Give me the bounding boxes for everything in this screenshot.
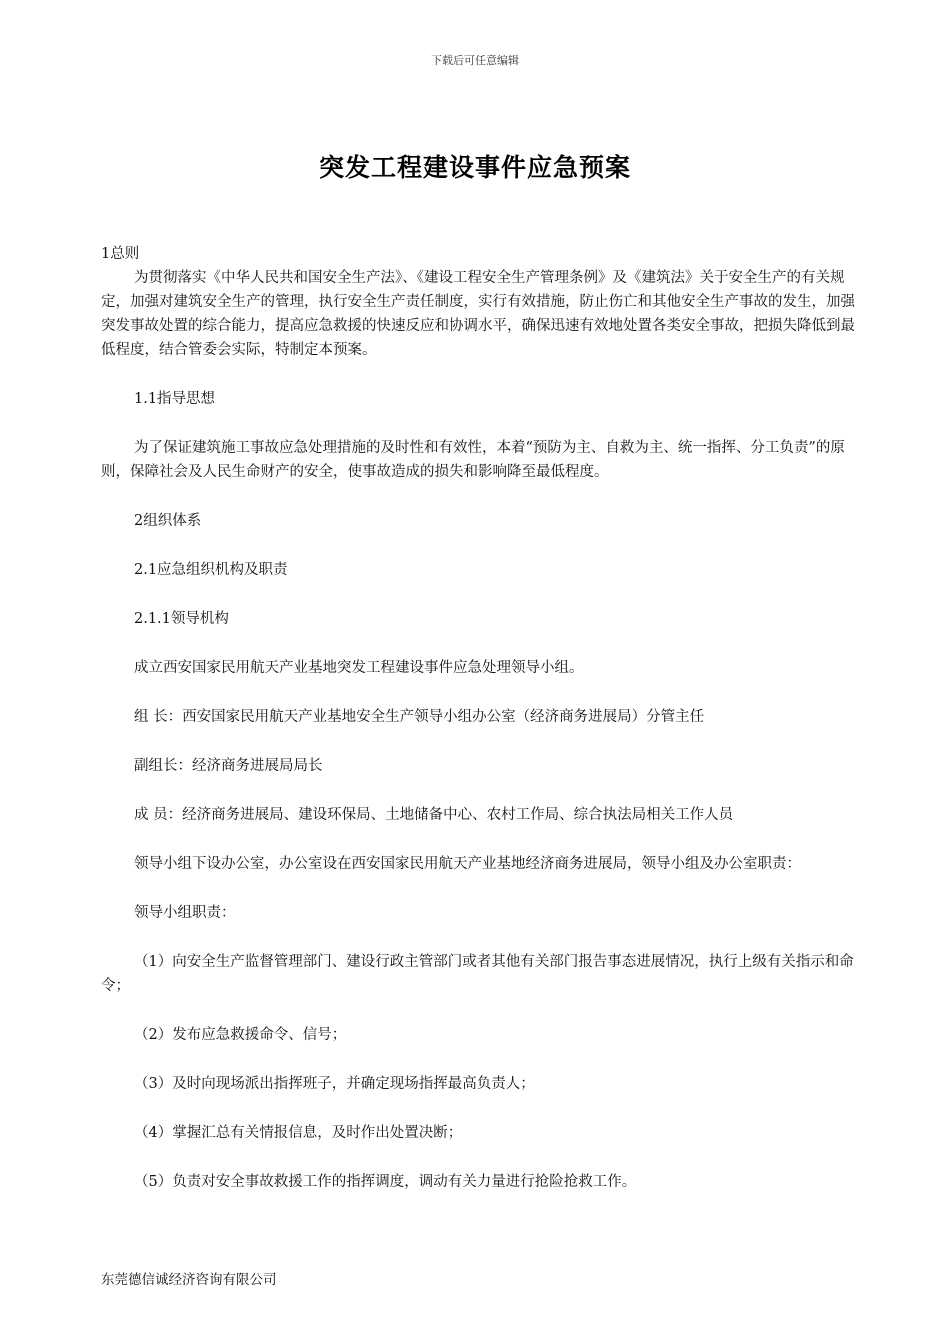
paragraph-deputy-leader: 副组长：经济商务进展局局长: [134, 758, 323, 774]
paragraph-guiding-ideology: 为了保证建筑施工事故应急处理措施的及时性和有效性，本着“预防为主、自救为主、统一指挥、分工负责”的原则，保障社会及人民生命财产的安全，使事故造成的损失和影响降至最低程度。: [101, 440, 845, 480]
document-title: 突发工程建设事件应急预案: [318, 153, 631, 182]
paragraph-group-leader: 组 长：西安国家民用航天产业基地安全生产领导小组办公室（经济商务进展局）分管主任: [134, 709, 705, 725]
paragraph-leadership-group: 成立西安国家民用航天产业基地突发工程建设事件应急处理领导小组。: [134, 660, 584, 676]
section-heading-leadership: 2.1.1领导机构: [134, 611, 229, 627]
paragraph-office: 领导小组下设办公室，办公室设在西安国家民用航天产业基地经济商务进展局，领导小组及办公室职责：: [134, 856, 801, 872]
section-heading-general: 1总则: [101, 246, 140, 262]
footer-company: 东莞德信诚经济咨询有限公司: [101, 1272, 277, 1288]
section-heading-emergency-organization: 2.1应急组织机构及职责: [134, 562, 288, 578]
list-item-duty-3: （3）及时向现场派出指挥班子，并确定现场指挥最高负责人；: [134, 1076, 535, 1092]
section-heading-guiding-ideology: 1.1指导思想: [134, 391, 216, 407]
list-item-duty-2: （2）发布应急救援命令、信号；: [134, 1027, 347, 1043]
list-item-duty-4: （4）掌握汇总有关情报信息，及时作出处置决断；: [134, 1125, 463, 1141]
document-body: [101, 242, 861, 1194]
section-heading-organization: 2组织体系: [134, 513, 202, 529]
list-item-duty-1: （1）向安全生产监督管理部门、建设行政主管部门或者其他有关部门报告事态进展情况，执行上级有关指示和命令；: [101, 954, 854, 994]
paragraph-members: 成 员：经济商务进展局、建设环保局、土地储备中心、农村工作局、综合执法局相关工作人员: [134, 807, 734, 823]
header-note: 下载后可任意编辑: [431, 54, 519, 67]
list-item-duty-5: （5）负责对安全事故救援工作的指挥调度，调动有关力量进行抢险抢救工作。: [134, 1174, 637, 1190]
paragraph-general-intro: 为贯彻落实《中华人民共和国安全生产法》、《建设工程安全生产管理条例》及《建筑法》关于安全生产的有关规定，加强对建筑安全生产的管理，执行安全生产责任制度，实行有效措施，防止伤亡和其他安全生产事故的发生，加强突发事故处置的综合能力，提高应急救援的快速反应和协调水平，确保迅速有效地处置各类安全事故，把损失降低到最低程度，结合管委会实际，特制定本预案。: [101, 270, 855, 358]
paragraph-duties-heading: 领导小组职责：: [134, 905, 236, 921]
